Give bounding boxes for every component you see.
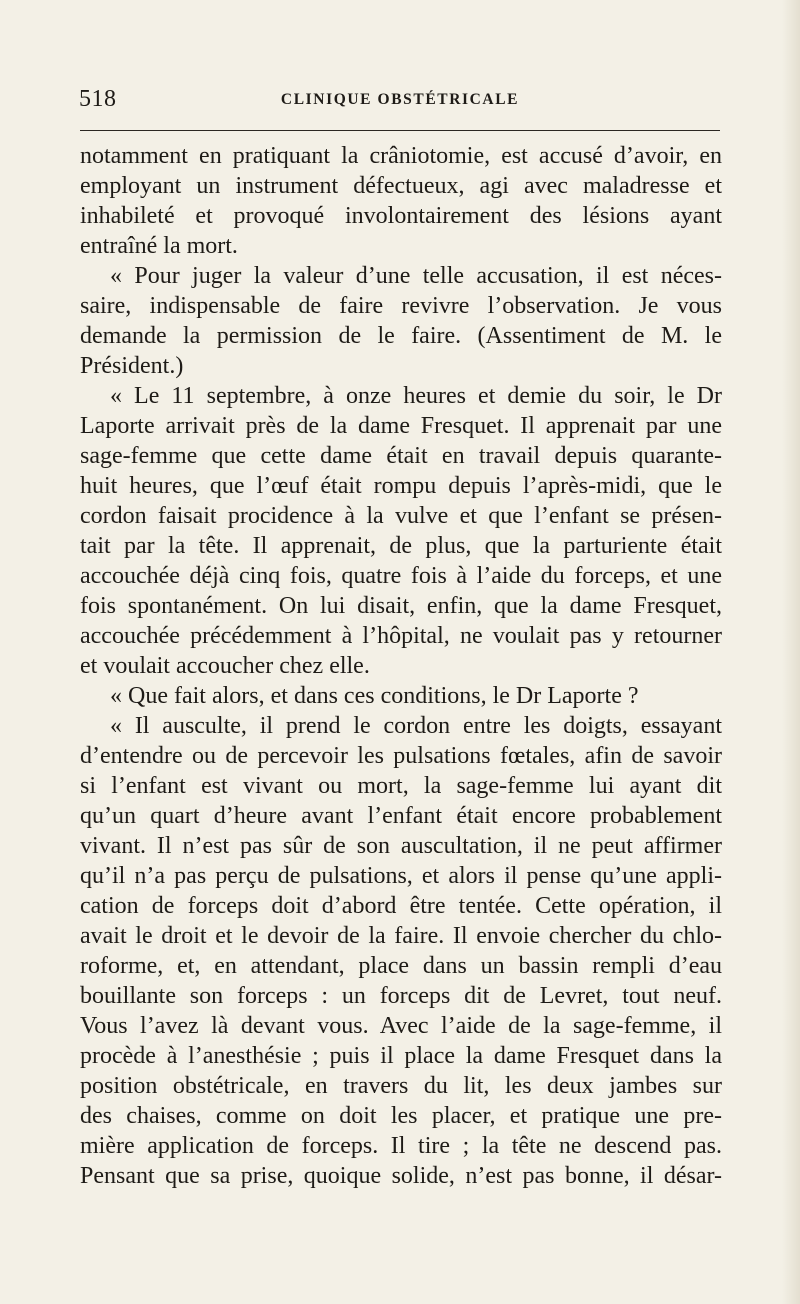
- text-line: huit heures, que l’œuf était rompu depuis l’après-midi, que le: [80, 473, 722, 499]
- text-line: si l’enfant est vivant ou mort, la sage-femme lui ayant dit: [80, 773, 722, 799]
- text-line: « Le 11 septembre, à onze heures et demie du soir, le Dr: [110, 383, 722, 409]
- running-head: CLINIQUE OBSTÉTRICALE: [280, 91, 520, 108]
- page-header: [79, 86, 721, 116]
- text-line: et voulait accoucher chez elle.: [80, 653, 370, 679]
- text-line: position obstétricale, en travers du lit, les deux jambes sur: [80, 1073, 722, 1099]
- text-line: vivant. Il n’est pas sûr de son auscultation, il ne peut affirmer: [80, 833, 722, 859]
- text-line: Vous l’avez là devant vous. Avec l’aide de la sage-femme, il: [80, 1013, 722, 1039]
- text-line: employant un instrument défectueux, agi avec maladresse et: [80, 173, 722, 199]
- text-line: « Que fait alors, et dans ces conditions, le Dr Laporte ?: [110, 683, 639, 709]
- text-line: mière application de forceps. Il tire ; la tête ne descend pas.: [80, 1133, 722, 1159]
- text-line: avait le droit et le devoir de la faire. Il envoie chercher du chlo-: [80, 923, 722, 949]
- text-line: cation de forceps doit d’abord être tentée. Cette opération, il: [80, 893, 722, 919]
- text-line: roforme, et, en attendant, place dans un bassin rempli d’eau: [80, 953, 722, 979]
- body-text: [80, 141, 722, 1191]
- text-line: entraîné la mort.: [80, 233, 238, 259]
- text-line: « Pour juger la valeur d’une telle accusation, il est néces-: [110, 263, 722, 289]
- text-line: inhabileté et provoqué involontairement des lésions ayant: [80, 203, 722, 229]
- text-line: des chaises, comme on doit les placer, et pratique une pre-: [80, 1103, 722, 1129]
- text-line: bouillante son forceps : un forceps dit de Levret, tout neuf.: [80, 983, 722, 1009]
- text-line: demande la permission de le faire. (Assentiment de M. le: [80, 323, 722, 349]
- text-line: fois spontanément. On lui disait, enfin, que la dame Fresquet,: [80, 593, 722, 619]
- text-line: sage-femme que cette dame était en travail depuis quarante-: [80, 443, 722, 469]
- text-line: « Il ausculte, il prend le cordon entre les doigts, essayant: [110, 713, 722, 739]
- text-line: Laporte arrivait près de la dame Fresquet. Il apprenait par une: [80, 413, 722, 439]
- text-line: accouchée précédemment à l’hôpital, ne voulait pas y retourner: [80, 623, 722, 649]
- text-line: saire, indispensable de faire revivre l’observation. Je vous: [80, 293, 722, 319]
- text-line: notamment en pratiquant la crâniotomie, est accusé d’avoir, en: [80, 143, 722, 169]
- text-line: Président.): [80, 353, 184, 379]
- text-line: qu’un quart d’heure avant l’enfant était encore probablement: [80, 803, 722, 829]
- page-edge-shadow: [782, 0, 800, 1304]
- text-line: cordon faisait procidence à la vulve et que l’enfant se présen-: [80, 503, 722, 529]
- text-line: d’entendre ou de percevoir les pulsations fœtales, afin de savoir: [80, 743, 722, 769]
- text-line: procède à l’anesthésie ; puis il place la dame Fresquet dans la: [80, 1043, 722, 1069]
- text-line: accouchée déjà cinq fois, quatre fois à l’aide du forceps, et une: [80, 563, 722, 589]
- text-line: tait par la tête. Il apprenait, de plus, que la parturiente était: [80, 533, 722, 559]
- page-number: 518: [79, 86, 117, 112]
- text-line: qu’il n’a pas perçu de pulsations, et alors il pense qu’une appli-: [80, 863, 722, 889]
- header-rule: [80, 130, 720, 131]
- text-line: Pensant que sa prise, quoique solide, n’est pas bonne, il désar-: [80, 1163, 722, 1189]
